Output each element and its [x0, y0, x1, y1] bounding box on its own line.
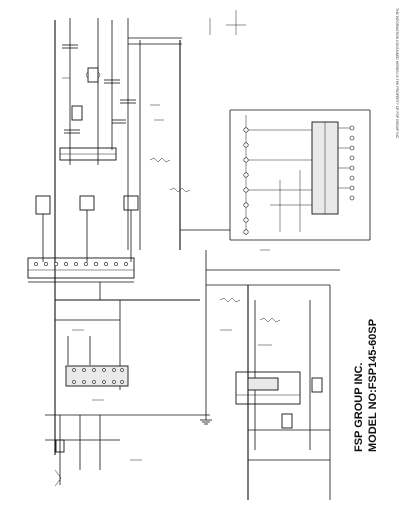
company-name: FSP GROUP INC.	[353, 362, 365, 452]
side-note: THE INFORMATION CONTAINED HEREIN IS THE PROPERTY OF FSP GROUP INC.	[395, 8, 399, 140]
controller-ic	[312, 122, 338, 214]
model-number: MODEL NO:FSP145-60SP	[367, 318, 379, 452]
component-marks	[62, 78, 272, 460]
regulator-block	[236, 372, 300, 404]
ic-symbol	[66, 366, 128, 386]
bridge-block	[60, 148, 116, 160]
secondary-rails	[248, 285, 330, 500]
ground-symbol	[200, 415, 212, 424]
pin-column-right	[338, 126, 354, 200]
interconnect	[180, 230, 340, 285]
input-section	[45, 415, 210, 486]
top-bus	[128, 10, 246, 44]
connector-row	[28, 258, 134, 300]
right-block-wiring	[248, 130, 312, 232]
title-block	[353, 319, 379, 452]
small-component-row	[36, 196, 138, 262]
side-note-group	[395, 8, 399, 139]
transformer-symbol	[72, 68, 100, 120]
primary-rails	[55, 18, 206, 455]
